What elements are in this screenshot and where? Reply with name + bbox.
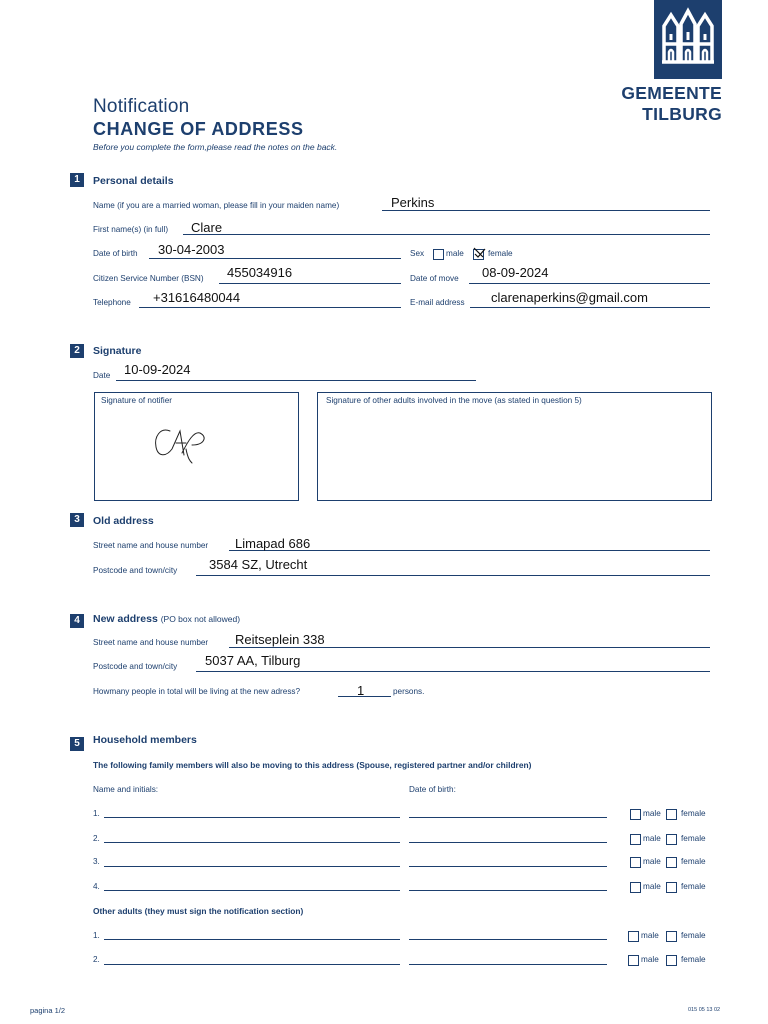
row-number: 1. — [93, 931, 100, 940]
first-name-field[interactable] — [183, 234, 710, 235]
new-street-field[interactable] — [229, 647, 710, 648]
email-field[interactable] — [470, 307, 710, 308]
section-3-number: 3 — [70, 513, 84, 527]
page-number: pagina 1/2 — [30, 1006, 66, 1015]
telephone-value: +31616480044 — [153, 290, 241, 305]
people-count-field[interactable] — [338, 696, 391, 697]
member-name-field[interactable] — [104, 842, 400, 843]
new-street-value: Reitseplein 338 — [235, 632, 325, 647]
bsn-label: Citizen Service Number (BSN) — [93, 274, 204, 283]
section-4-number: 4 — [70, 614, 84, 628]
signature-date-value: 10-09-2024 — [124, 362, 191, 377]
adult-dob-field[interactable] — [409, 964, 607, 965]
handwritten-signature — [150, 423, 220, 465]
member-male-checkbox[interactable] — [630, 834, 641, 845]
dob-column-header: Date of birth: — [409, 785, 456, 794]
telephone-label: Telephone — [93, 298, 131, 307]
row-number: 4. — [93, 882, 100, 891]
row-number: 2. — [93, 834, 100, 843]
male-label: male — [643, 809, 661, 818]
persons-label: persons. — [393, 687, 425, 696]
female-label: female — [681, 809, 706, 818]
female-label: female — [488, 249, 513, 258]
male-label: male — [641, 931, 659, 940]
member-name-field[interactable] — [104, 817, 400, 818]
people-count-label: Howmany people in total will be living at the new adress? — [93, 687, 301, 696]
name-value: Perkins — [391, 195, 435, 210]
dob-value: 30-04-2003 — [158, 242, 225, 257]
municipality-logo-emblem — [654, 0, 722, 79]
old-postcode-label: Postcode and town/city — [93, 566, 178, 575]
member-female-checkbox[interactable] — [666, 882, 677, 893]
move-date-value: 08-09-2024 — [482, 265, 549, 280]
email-label: E-mail address — [410, 298, 465, 307]
old-postcode-value: 3584 SZ, Utrecht — [209, 557, 308, 572]
bsn-field[interactable] — [219, 283, 401, 284]
member-name-field[interactable] — [104, 866, 400, 867]
adult-female-checkbox[interactable] — [666, 955, 677, 966]
section-1-number: 1 — [70, 173, 84, 187]
municipality-name: GEMEENTE TILBURG — [621, 83, 722, 124]
form-title: CHANGE OF ADDRESS — [93, 119, 304, 139]
notifier-signature-label: Signature of notifier — [101, 396, 173, 405]
female-label: female — [681, 857, 706, 866]
male-label: male — [643, 857, 661, 866]
signature-date-field[interactable] — [116, 380, 476, 381]
adult-male-checkbox[interactable] — [628, 955, 639, 966]
castle-towers-icon — [654, 0, 722, 79]
member-male-checkbox[interactable] — [630, 857, 641, 868]
new-postcode-label: Postcode and town/city — [93, 662, 178, 671]
first-name-label: First name(s) (in full) — [93, 225, 169, 234]
section-1-title: Personal details — [93, 175, 174, 187]
member-female-checkbox[interactable] — [666, 834, 677, 845]
section-2-title: Signature — [93, 345, 142, 357]
female-checkbox[interactable] — [473, 249, 484, 260]
old-postcode-field[interactable] — [196, 575, 710, 576]
member-name-field[interactable] — [104, 890, 400, 891]
member-dob-field[interactable] — [409, 890, 607, 891]
email-value: clarenaperkins@gmail.com — [491, 290, 648, 305]
section-5-number: 5 — [70, 737, 84, 751]
member-dob-field[interactable] — [409, 842, 607, 843]
telephone-field[interactable] — [139, 307, 401, 308]
female-label: female — [681, 955, 706, 964]
section-5-title: Household members — [93, 734, 197, 746]
member-dob-field[interactable] — [409, 866, 607, 867]
member-female-checkbox[interactable] — [666, 857, 677, 868]
member-dob-field[interactable] — [409, 817, 607, 818]
name-label: Name (if you are a married woman, please fill in your maiden name) — [93, 201, 340, 210]
adult-female-checkbox[interactable] — [666, 931, 677, 942]
form-intro: Before you complete the form,please read the notes on the back. — [93, 142, 338, 152]
name-field[interactable] — [382, 210, 710, 211]
bsn-value: 455034916 — [227, 265, 293, 280]
checkmark-icon — [473, 247, 487, 261]
other-adults-signature-label: Signature of other adults involved in the move (as stated in question 5) — [326, 396, 582, 405]
male-label: male — [641, 955, 659, 964]
first-name-value: Clare — [191, 220, 223, 235]
male-label: male — [446, 249, 464, 258]
row-number: 2. — [93, 955, 100, 964]
new-postcode-value: 5037 AA, Tilburg — [205, 653, 301, 668]
people-count-value: 1 — [357, 683, 365, 698]
old-street-value: Limapad 686 — [235, 536, 311, 551]
male-checkbox[interactable] — [433, 249, 444, 260]
other-adults-signature-box[interactable] — [317, 392, 712, 501]
adult-name-field[interactable] — [104, 964, 400, 965]
old-street-label: Street name and house number — [93, 541, 209, 550]
move-date-label: Date of move — [410, 274, 459, 283]
move-date-field[interactable] — [469, 283, 710, 284]
new-street-label: Street name and house number — [93, 638, 209, 647]
female-label: female — [681, 931, 706, 940]
section-3-title: Old address — [93, 515, 154, 527]
female-label: female — [681, 882, 706, 891]
row-number: 3. — [93, 857, 100, 866]
male-label: male — [643, 882, 661, 891]
member-male-checkbox[interactable] — [630, 809, 641, 820]
section-4-title: New address (PO box not allowed) — [93, 613, 241, 625]
female-label: female — [681, 834, 706, 843]
new-postcode-field[interactable] — [196, 671, 710, 672]
household-subtitle: The following family members will also be moving to this address (Spouse, registered partner and/or children) — [93, 760, 532, 770]
signature-date-label: Date — [93, 371, 111, 380]
dob-field[interactable] — [149, 258, 401, 259]
section-2-number: 2 — [70, 344, 84, 358]
form-subtitle: Notification — [93, 96, 190, 117]
member-female-checkbox[interactable] — [666, 809, 677, 820]
notifier-signature-box[interactable] — [94, 392, 299, 501]
member-male-checkbox[interactable] — [630, 882, 641, 893]
row-number: 1. — [93, 809, 100, 818]
adult-name-field[interactable] — [104, 939, 400, 940]
form-code: 015 05 13 02 — [688, 1007, 721, 1013]
adult-dob-field[interactable] — [409, 939, 607, 940]
sex-label: Sex — [410, 249, 425, 258]
dob-label: Date of birth — [93, 249, 138, 258]
other-adults-title: Other adults (they must sign the notification section) — [93, 906, 304, 916]
adult-male-checkbox[interactable] — [628, 931, 639, 942]
name-column-header: Name and initials: — [93, 785, 159, 794]
male-label: male — [643, 834, 661, 843]
